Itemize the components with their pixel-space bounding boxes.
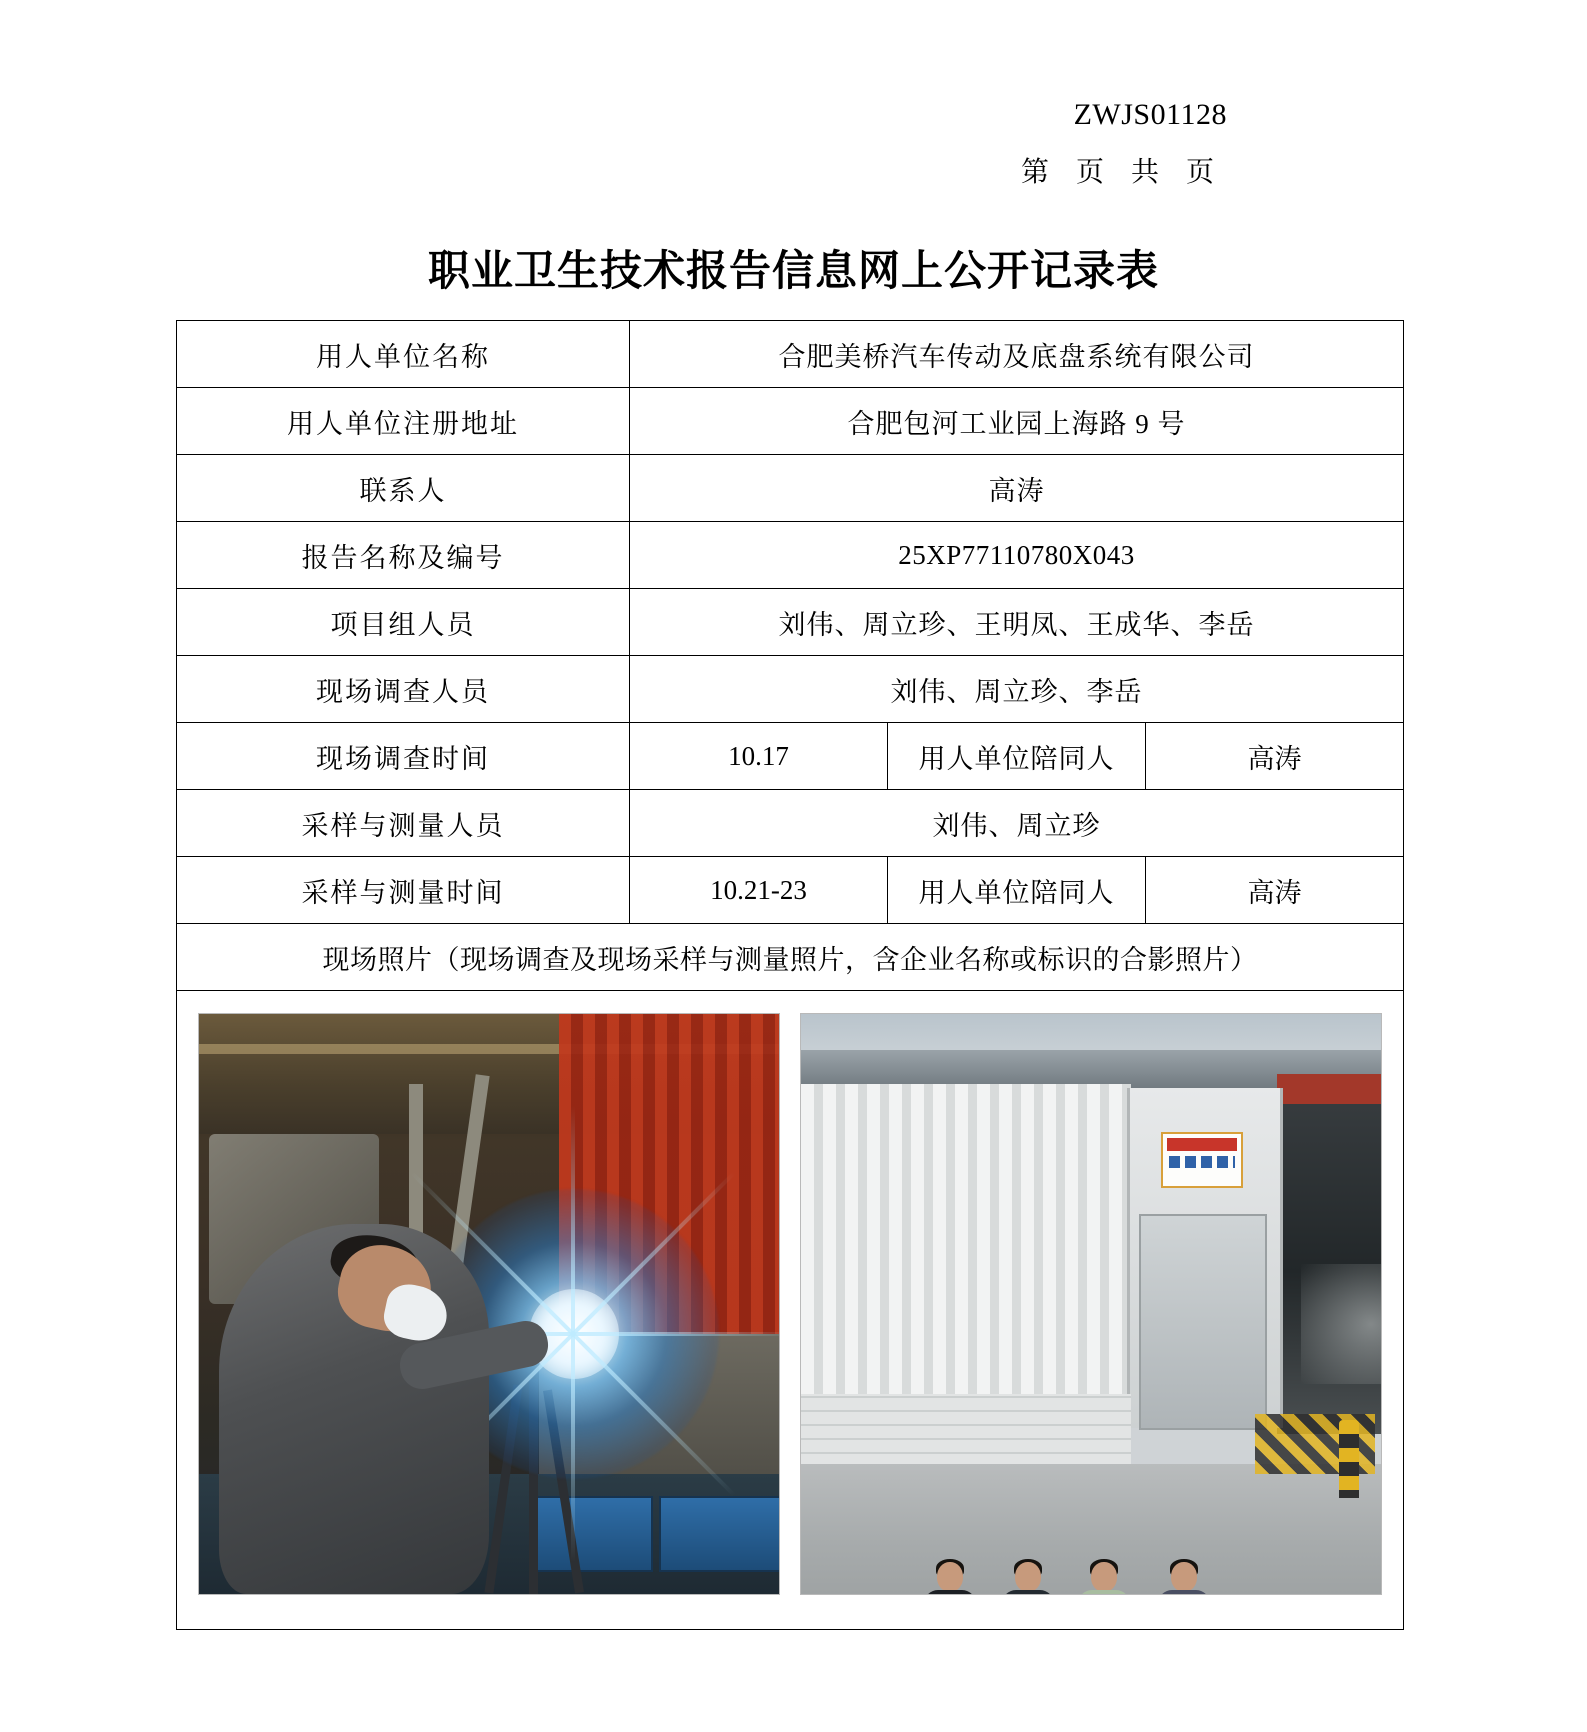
table-row <box>177 321 1404 388</box>
safety-bollard <box>1339 1420 1359 1498</box>
person-head <box>1091 1562 1117 1592</box>
row-value-sampling-staff: 刘伟、周立珍 <box>630 790 1404 857</box>
photo-row <box>183 995 1397 1625</box>
row-label-sampling-staff: 采样与测量人员 <box>177 790 630 857</box>
person-head <box>1015 1562 1041 1592</box>
table-row <box>177 991 1404 1630</box>
row-value-site-survey-time: 10.17 <box>630 723 888 790</box>
row-label-employer-address: 用人单位注册地址 <box>177 388 630 455</box>
row-value-site-survey-staff: 刘伟、周立珍、李岳 <box>630 656 1404 723</box>
row-value-survey-accompanier: 高涛 <box>1146 723 1404 790</box>
person-hoodie <box>1078 1590 1130 1595</box>
blue-bin <box>529 1496 653 1572</box>
row-label-sampling-time: 采样与测量时间 <box>177 857 630 924</box>
row-label-sampling-accompanier: 用人单位陪同人 <box>888 857 1146 924</box>
row-label-site-survey-time: 现场调查时间 <box>177 723 630 790</box>
corrugated-wall <box>801 1084 1131 1424</box>
table-row <box>177 455 1404 522</box>
sign-title-bar <box>1167 1138 1237 1151</box>
row-label-survey-accompanier: 用人单位陪同人 <box>888 723 1146 790</box>
welding-measurement-photo <box>198 1013 780 1595</box>
row-value-sampling-time: 10.21-23 <box>630 857 888 924</box>
row-value-sampling-accompanier: 高涛 <box>1146 857 1404 924</box>
table-row <box>177 790 1404 857</box>
table-row <box>177 723 1404 790</box>
metal-door <box>1139 1214 1267 1430</box>
row-value-employer-name: 合肥美桥汽车传动及底盘系统有限公司 <box>630 321 1404 388</box>
table-row <box>177 522 1404 589</box>
page-title: 职业卫生技术报告信息网上公开记录表 <box>427 249 1159 295</box>
table-row <box>177 388 1404 455</box>
light-ray <box>571 1332 780 1336</box>
table-row <box>177 656 1404 723</box>
interior-light <box>1301 1264 1382 1384</box>
photo-section-cell <box>177 991 1404 1630</box>
table-row <box>177 589 1404 656</box>
row-value-employer-address: 合肥包河工业园上海路 9 号 <box>630 388 1404 455</box>
group-photo-at-factory-gate <box>800 1013 1382 1595</box>
record-table-wrapper <box>176 320 1404 1630</box>
record-table <box>176 320 1404 1630</box>
person-head <box>937 1562 963 1592</box>
person-head <box>1171 1562 1197 1592</box>
photo-section-header: 现场照片（现场调查及现场采样与测量照片，含企业名称或标识的合影照片） <box>177 924 1404 991</box>
door-header-band <box>1277 1074 1382 1104</box>
row-label-site-survey-staff: 现场调查人员 <box>177 656 630 723</box>
row-label-contact-person: 联系人 <box>177 455 630 522</box>
table-row <box>177 857 1404 924</box>
person-jacket <box>1002 1590 1054 1595</box>
warning-sign <box>1161 1132 1243 1188</box>
row-label-project-team: 项目组人员 <box>177 589 630 656</box>
row-value-project-team: 刘伟、周立珍、王明凤、王成华、李岳 <box>630 589 1404 656</box>
row-label-employer-name: 用人单位名称 <box>177 321 630 388</box>
person-jacket <box>924 1590 976 1595</box>
light-ray <box>571 1332 575 1562</box>
sign-icon-row <box>1169 1156 1235 1168</box>
light-ray <box>571 1106 575 1336</box>
row-value-report-name-code: 25XP77110780X043 <box>630 522 1404 589</box>
document-code: ZWJS01128 <box>1073 98 1227 131</box>
person-jacket <box>1158 1590 1210 1595</box>
row-value-contact-person: 高涛 <box>630 455 1404 522</box>
page-indicator: 第 页 共 页 <box>1020 157 1224 188</box>
blue-bin <box>659 1496 780 1572</box>
table-row <box>177 924 1404 991</box>
row-label-report-name-code: 报告名称及编号 <box>177 522 630 589</box>
